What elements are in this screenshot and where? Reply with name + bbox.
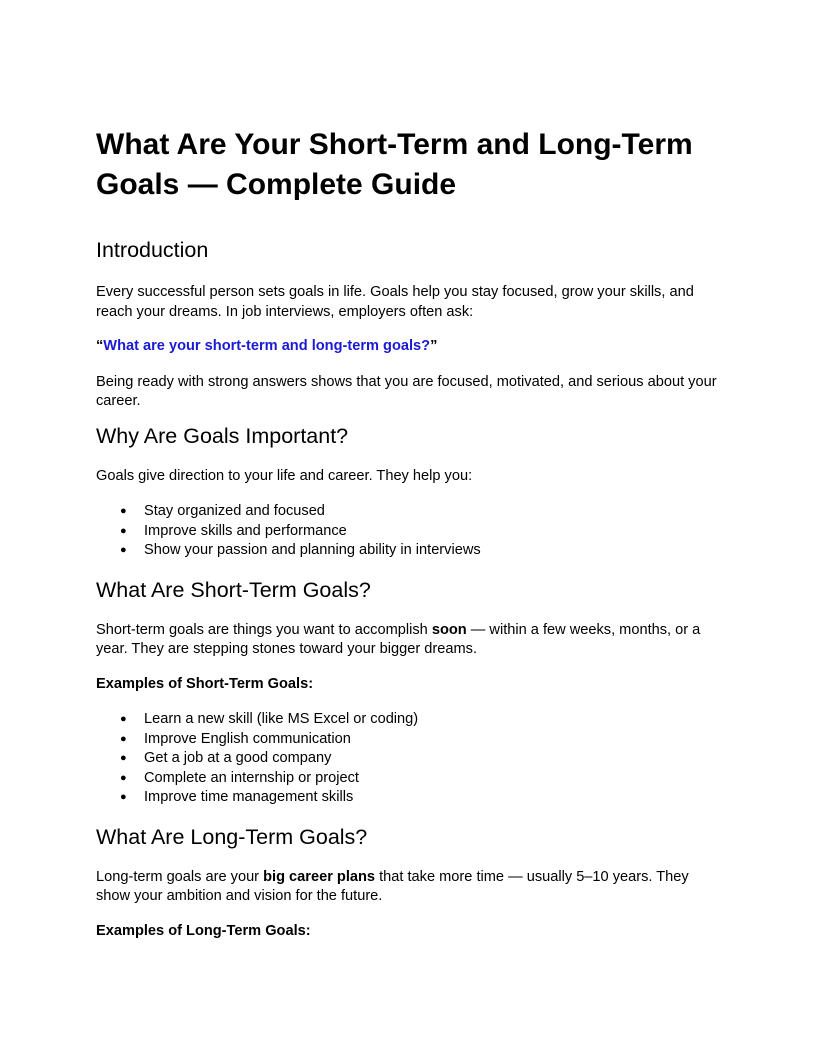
list-item: [96, 541, 726, 561]
quote-open-mark: “: [96, 338, 104, 354]
bullet-icon: ●: [120, 791, 127, 803]
short-term-paragraph: [96, 621, 726, 660]
bullet-icon: ●: [120, 524, 127, 537]
list-item: [96, 769, 726, 789]
long-term-emphasis: big career plans: [263, 868, 376, 885]
bullet-icon: ●: [120, 505, 127, 517]
list-item: [96, 749, 726, 769]
short-term-emphasis: soon: [431, 621, 467, 638]
short-term-text-before: Short-term goals are things you want to accomplish: [96, 621, 432, 638]
short-term-examples-label: Examples of Short-Term Goals:: [96, 675, 314, 692]
list-item-text: Learn a new skill (like MS Excel or coding): [144, 711, 419, 727]
bullet-icon: ●: [120, 771, 127, 784]
short-term-goals-list: [96, 710, 726, 808]
list-item-text: Stay organized and focused: [144, 503, 325, 519]
bullet-icon: ●: [120, 713, 127, 725]
list-item-text: Show your passion and planning ability in interviews: [144, 542, 481, 558]
list-item-text: Complete an internship or project: [144, 769, 359, 786]
why-goals-list: [96, 502, 726, 561]
bullet-icon: ●: [120, 752, 127, 764]
list-item-text: Improve skills and performance: [144, 522, 347, 539]
long-term-paragraph: [96, 868, 726, 907]
list-item: [96, 730, 726, 750]
heading-introduction: Introduction: [96, 238, 209, 262]
intro-paragraph: Every successful person sets goals in life. Goals help you stay focused, grow your skills, and reach your dreams. In job interviews, employers often ask:: [96, 284, 694, 320]
quote-close-mark: ”: [430, 338, 438, 354]
document-page: [96, 125, 726, 941]
list-item: [96, 502, 726, 522]
why-paragraph: Goals give direction to your life and career. They help you:: [96, 467, 473, 484]
short-term-text-after: — within a few weeks, months, or a year. They are stepping stones toward your bigger dreams.: [96, 621, 701, 657]
heading-long-term-goals: What Are Long-Term Goals?: [96, 824, 368, 849]
long-term-text-before: Long-term goals are your: [96, 868, 264, 885]
list-item-text: Improve time management skills: [144, 789, 354, 805]
long-term-text-after: that take more time — usually 5–10 years. They show your ambition and vision for the future.: [96, 868, 689, 904]
bullet-icon: ●: [120, 544, 127, 556]
long-term-examples-label: Examples of Long-Term Goals:: [96, 922, 311, 939]
list-item-text: Get a job at a good company: [144, 750, 332, 766]
interview-question-quote: [96, 337, 726, 357]
document-title: What Are Your Short-Term and Long-Term Goals — Complete Guide: [96, 128, 693, 201]
list-item: [96, 788, 726, 808]
list-item: [96, 522, 726, 542]
heading-short-term-goals: What Are Short-Term Goals?: [96, 577, 371, 602]
intro-conclusion-paragraph: Being ready with strong answers shows that you are focused, motivated, and serious about your career.: [96, 373, 717, 409]
list-item: [96, 710, 726, 730]
quote-question-text: What are your short-term and long-term goals?: [103, 338, 431, 354]
bullet-icon: ●: [120, 732, 127, 745]
heading-why-goals-important: Why Are Goals Important?: [96, 423, 349, 448]
list-item-text: Improve English communication: [144, 730, 351, 747]
